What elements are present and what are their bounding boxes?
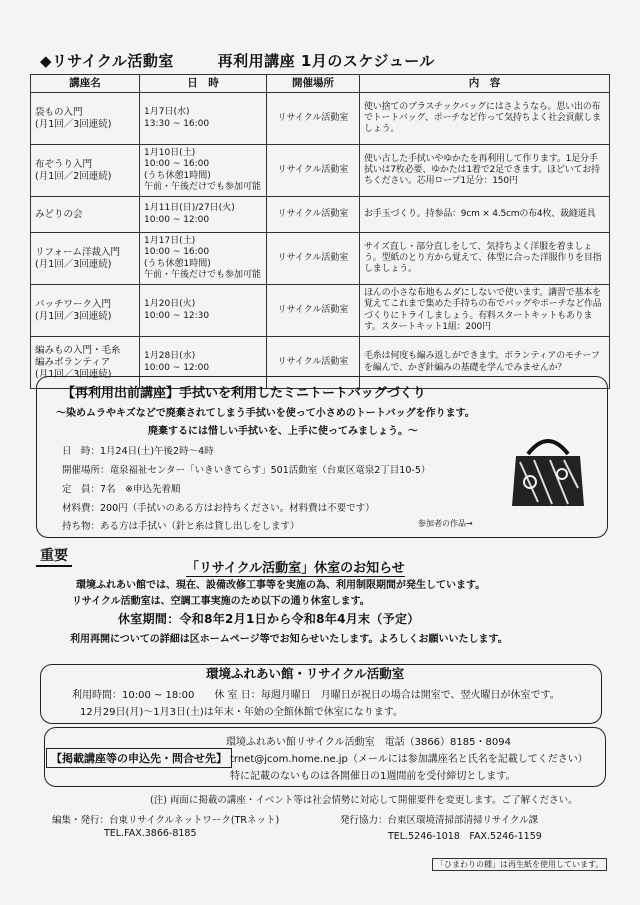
schedule-table — [30, 74, 610, 389]
col-header-name: 講座名 — [31, 75, 140, 93]
course-desc: お手玉づくり。持参品：9cm × 4.5cmの布4枚、裁縫道具 — [360, 197, 610, 233]
page-title — [40, 50, 435, 71]
course-date — [140, 285, 267, 337]
course-date — [140, 93, 267, 145]
date-line: 10:00 ~ 16:00 — [144, 159, 210, 170]
table-row — [31, 285, 610, 337]
closure-line-2: リサイクル活動室は、空調工事実施のため以下の通り休室します。 — [72, 596, 370, 607]
date-line: (うち休憩1時間) — [144, 258, 211, 269]
contact-tag: 【掲載講座等の申込先・問合せ先】 — [46, 748, 232, 768]
photo-caption: 参加者の作品→ — [418, 519, 473, 528]
closure-title: 「リサイクル活動室」休室のお知らせ — [186, 557, 405, 577]
workshop-venue: 開催場所：竜泉福祉センター「いきいきてらす」501活動室（台東区竜泉2丁目10-5） — [62, 465, 431, 476]
course-desc: サイズ直し・部分直しをして、気持ちよく洋服を着ましょう。型紙のとり方から覚えて、体型に合った洋服作りを目指しましょう。 — [360, 233, 610, 285]
course-desc: 使い捨てのプラスチックバッグにはさようなら。思い出の布でトートバッグ、ポーチなど作って気持ちよく社会貢献しましょう。 — [360, 93, 610, 145]
cooperator-phone: TEL.5246-1018 FAX.5246-1159 — [388, 831, 542, 842]
date-line: 1月11日(日)/27日(火) — [144, 203, 235, 214]
course-desc: ほんの小さな布地もムダにしないで使います。講習で基本を覚えてこれまで集めた手持ちの布でバッグやポーチなど作品づくりにトライしましょう。有料スタートキットもあります。スタートキット1組：200円 — [360, 285, 610, 337]
table-row — [31, 93, 610, 145]
contact-email: trnet@jcom.home.ne.jp（メールには参加講座名と氏名を記載してください） — [230, 754, 588, 765]
date-line: 午前・午後だけでも参加可能 — [144, 269, 262, 280]
closure-period: 休室期間：令和8年2月1日から令和8年4月末（予定） — [118, 612, 420, 626]
date-line: 10:00 ~ 12:00 — [144, 214, 210, 225]
tote-bag-illustration — [508, 428, 588, 510]
workshop-intro-2: 廃棄するには惜しい手拭いを、上手に使ってみましょう。～ — [148, 426, 418, 437]
publisher: 編集・発行：台東リサイクルネットワーク(TRネット) — [52, 815, 280, 826]
col-header-content: 内 容 — [360, 75, 610, 93]
workshop-datetime: 日 時：1月24日(土)午後2時～4時 — [62, 446, 214, 457]
date-line: 1月7日(水) — [144, 107, 190, 118]
course-name-line: 編みボランティア — [35, 356, 111, 368]
course-date — [140, 197, 267, 233]
date-line: 1月28日(水) — [144, 351, 196, 362]
table-row — [31, 233, 610, 285]
course-name — [31, 145, 140, 197]
page-title-main: ◆リサイクル活動室 — [40, 52, 174, 70]
date-line: 1月10日(土) — [144, 148, 196, 159]
recycled-paper-note: 「ひまわりの種」は再生紙を使用しています。 — [432, 858, 607, 871]
closure-line-1: 環境ふれあい館では、現在、設備改修工事等を実施の為、利用制限期間が発生しています。 — [76, 580, 486, 591]
course-date — [140, 145, 267, 197]
course-name-line: 袋もの入門 — [35, 106, 83, 118]
course-name — [31, 233, 140, 285]
publisher-phone: TEL.FAX.3866-8185 — [104, 828, 197, 839]
table-header-row — [31, 75, 610, 93]
course-desc: 毛糸は何度も編み返しができます。ボランティアのモチーフを編んで、かぎ針編みの基礎を学んでみませんか？ — [360, 337, 610, 389]
col-header-date: 日 時 — [140, 75, 267, 93]
hours-title: 環境ふれあい館・リサイクル活動室 — [206, 666, 405, 681]
date-line: 13:30 ~ 16:00 — [144, 118, 210, 129]
course-name-line: (月1回／3回連続) — [35, 310, 112, 322]
course-date — [140, 233, 267, 285]
date-line: (うち休憩1時間) — [144, 170, 211, 181]
workshop-capacity: 定 員：7名 ※申込先着順 — [62, 484, 181, 495]
date-line: 10:00 ~ 16:00 — [144, 247, 210, 258]
course-name-line: (月1回／3回連続) — [35, 368, 112, 380]
course-name — [31, 285, 140, 337]
workshop-title: 【再利用出前講座】手拭いを利用したミニトートバッグづくり — [62, 386, 426, 401]
course-place: リサイクル活動室 — [267, 93, 360, 145]
workshop-fee: 材料費：200円（手拭いのある方はお持ちください。材料費は不要です） — [62, 503, 375, 514]
course-name-line: 編みもの入門・毛糸 — [35, 344, 121, 356]
change-notice: (注) 両面に掲載の講座・イベント等は社会情勢に対応して開催要件を変更します。ご了解ください。 — [150, 795, 578, 806]
hours-line-2: 12月29日(月)～1月3日(土)は年末・年始の全館休館で休室になります。 — [80, 707, 403, 718]
important-badge: 重要 — [36, 545, 72, 567]
course-place: リサイクル活動室 — [267, 337, 360, 389]
table-row — [31, 145, 610, 197]
hours-line-1: 利用時間：10:00 ~ 18:00 休 室 日：毎週月曜日 月曜日が祝日の場合は開室で、翌火曜日が休室です。 — [72, 690, 560, 701]
page-title-sub: 再利用講座 1月のスケジュール — [217, 52, 435, 70]
workshop-intro-1: ～染めムラやキズなどで廃棄されてしまう手拭いを使って小さめのトートバッグを作ります。 — [56, 408, 475, 419]
date-line: 10:00 ~ 12:00 — [144, 362, 210, 373]
course-place: リサイクル活動室 — [267, 285, 360, 337]
date-line: 1月20日(火) — [144, 299, 196, 310]
course-place: リサイクル活動室 — [267, 145, 360, 197]
course-name-line: (月1回／2回連続) — [35, 170, 112, 182]
course-place: リサイクル活動室 — [267, 197, 360, 233]
table-row — [31, 197, 610, 233]
course-name — [31, 197, 140, 233]
contact-phone: 環境ふれあい館リサイクル活動室 電話（3866）8185・8094 — [226, 737, 511, 748]
contact-deadline: 特に記載のないものは各開催日の1週間前を受付締切とします。 — [230, 771, 516, 782]
date-line: 午前・午後だけでも参加可能 — [144, 181, 262, 192]
course-desc: 使い古した手拭いやゆかたを再利用して作ります。1足分手拭いは7枚必要、ゆかたは1着で2足できます。ほどいてお持ちください。芯用ロープ1足分：150円 — [360, 145, 610, 197]
date-line: 1月17日(土) — [144, 236, 196, 247]
workshop-items: 持ち物：ある方は手拭い（針と糸は貸し出しをします） — [62, 521, 300, 532]
course-name-line: リフォーム洋裁入門 — [35, 246, 121, 258]
closure-line-3: 利用再開についての詳細は区ホームページ等でお知らせいたします。よろしくお願いいたします。 — [70, 634, 508, 645]
cooperator: 発行協力：台東区環境清掃部清掃リサイクル課 — [340, 815, 539, 826]
course-place: リサイクル活動室 — [267, 233, 360, 285]
course-name — [31, 93, 140, 145]
course-name-line: パッチワーク入門 — [35, 298, 112, 310]
course-name-line: 布ぞうり入門 — [35, 158, 93, 170]
col-header-place: 開催場所 — [267, 75, 360, 93]
date-line: 10:00 ~ 12:30 — [144, 310, 210, 321]
course-name-line: みどりの会 — [35, 208, 83, 220]
course-name-line: (月1回／3回連続) — [35, 258, 112, 270]
course-name-line: (月1回／3回連続) — [35, 118, 112, 130]
